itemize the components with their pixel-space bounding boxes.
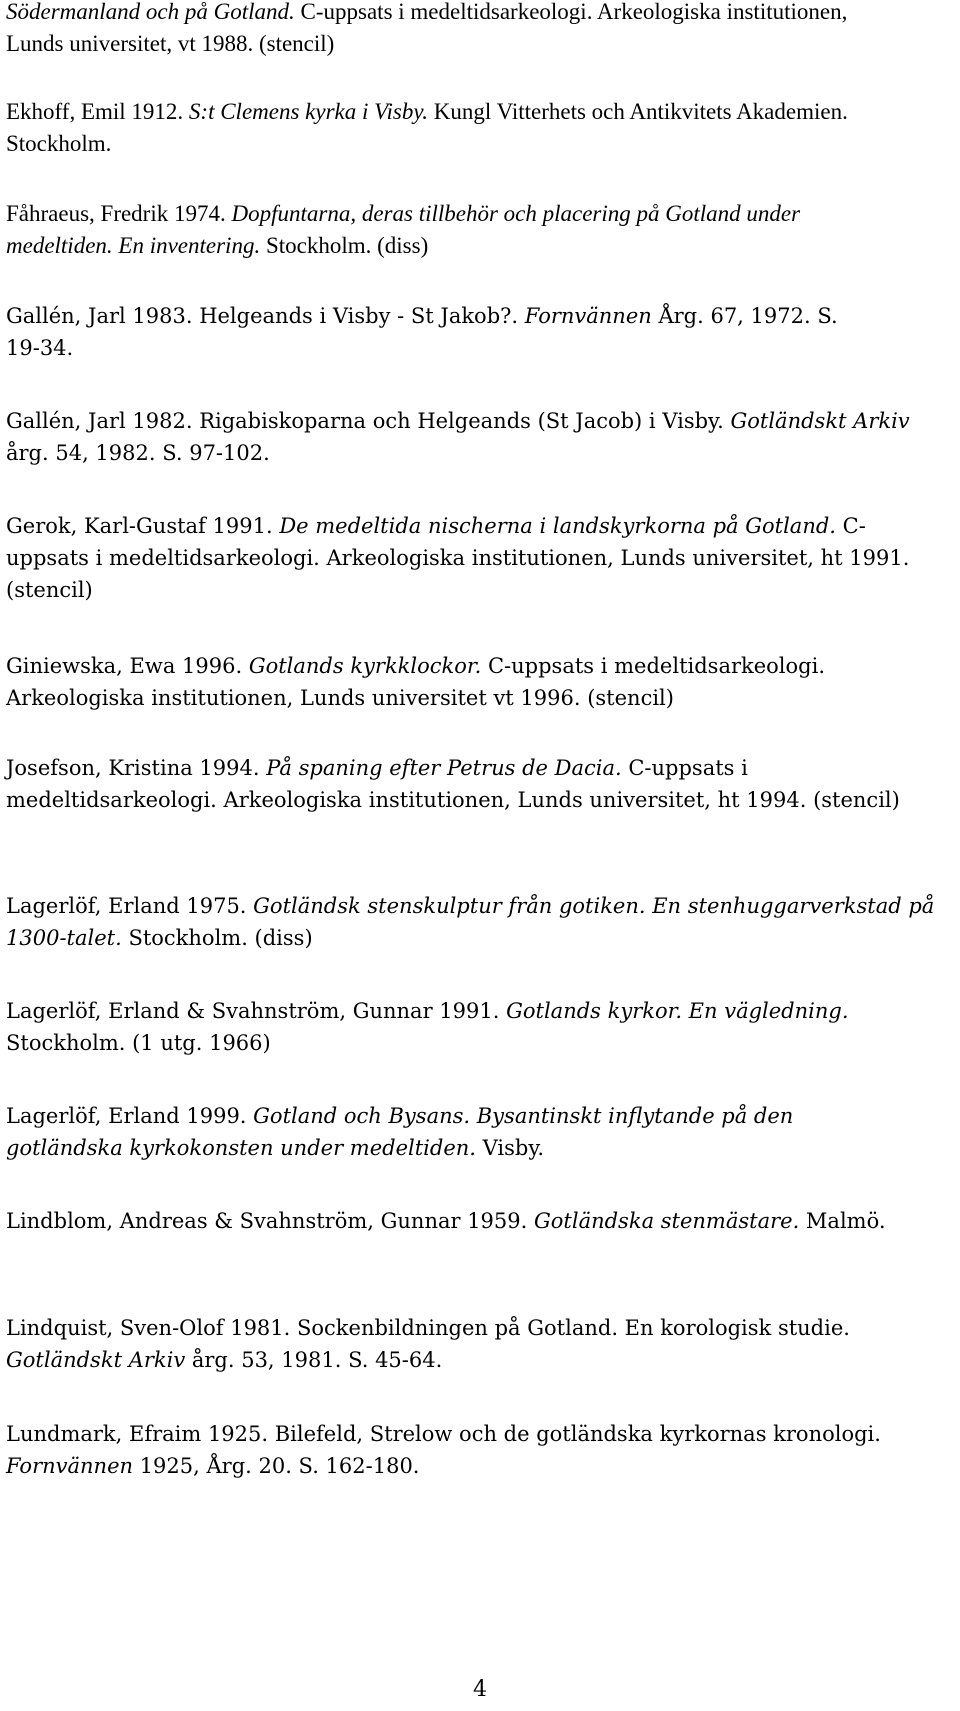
entry-text: Gerok, Karl-Gustaf 1991. [6, 514, 280, 538]
bibliography-entry [6, 1205, 911, 1237]
entry-text: C-uppsats i medeltidsarkeologi. Arkeologiska institutionen, Lunds universitet vt 1996. (stencil) [6, 654, 825, 710]
entry-title-text: Dopfuntarna, deras tillbehör och placering på Gotland under medeltiden. En inventering. [6, 201, 801, 258]
bibliography-entry [6, 300, 866, 364]
bibliography-entry [6, 1418, 886, 1482]
bibliography-entry [6, 510, 911, 606]
entry-text: Ekhoff, Emil 1912. [6, 99, 189, 124]
entry-title-text: Gotland och Bysans. Bysantinskt inflytande på den gotländska kyrkokonsten under medeltiden. [6, 1104, 794, 1160]
entry-title-text: Gotlands kyrkklockor. [248, 654, 482, 678]
entry-title-text: På spaning efter Petrus de Dacia. [266, 756, 622, 780]
entry-title-text: Gotlands kyrkor. En vägledning. [506, 999, 849, 1023]
bibliography-entry [6, 198, 886, 262]
entry-title-text: Gotländskt Arkiv [730, 409, 910, 433]
bibliography-entry [6, 1100, 886, 1164]
entry-text: Lagerlöf, Erland 1975. [6, 894, 254, 918]
entry-title-text: Gotländska stenmästare. [534, 1209, 800, 1233]
entry-title-text: Fornvännen [524, 304, 652, 328]
entry-title-text: S:t Clemens kyrka i Visby. [188, 99, 429, 124]
entry-text: C-uppsats i medeltidsarkeologi. Arkeologiska institutionen, Lunds universitet, ht 1991. (stencil) [6, 514, 910, 602]
entry-text: Lagerlöf, Erland & Svahnström, Gunnar 1991. [6, 999, 507, 1023]
bibliography-entry [6, 890, 941, 954]
entry-text: Gallén, Jarl 1982. Rigabiskoparna och Helgeands (St Jacob) i Visby. [6, 409, 731, 433]
page-number: 4 [473, 1677, 487, 1702]
entry-text: Visby. [475, 1136, 545, 1160]
entry-text: 1925, Årg. 20. S. 162-180. [133, 1454, 420, 1478]
bibliography-entry [6, 405, 911, 469]
entry-text: Gallén, Jarl 1983. Helgeands i Visby - St Jakob?. [6, 304, 525, 328]
bibliography-entry [6, 752, 911, 816]
entry-title-text: Gotländsk stenskulptur från gotiken. En stenhuggarverkstad på 1300-talet. [6, 894, 935, 950]
entry-text: Lundmark, Efraim 1925. Bilefeld, Strelow och de gotländska kyrkornas kronologi. [6, 1422, 881, 1446]
entry-text: Stockholm. (diss) [121, 926, 313, 950]
entry-text: Årg. 67, 1972. S. 19-34. [6, 304, 838, 360]
entry-text: årg. 54, 1982. S. 97-102. [6, 441, 270, 465]
bibliography-entry [6, 1312, 886, 1376]
entry-text: Giniewska, Ewa 1996. [6, 654, 249, 678]
entry-text: Fåhraeus, Fredrik 1974. [6, 201, 232, 226]
entry-text: Stockholm. (diss) [260, 233, 429, 258]
entry-text: C-uppsats i medeltidsarkeologi. Arkeologiska institutionen, Lunds universitet, ht 1994. (stencil) [6, 756, 900, 812]
entry-title-text: Södermanland och på Gotland. [6, 0, 295, 24]
bibliography-entry [6, 0, 906, 60]
entry-title-text: Gotländskt Arkiv [6, 1348, 186, 1372]
entry-text: Lagerlöf, Erland 1999. [6, 1104, 254, 1128]
bibliography-entry [6, 650, 886, 714]
entry-text: Josefson, Kristina 1994. [6, 756, 267, 780]
entry-text: Stockholm. (1 utg. 1966) [6, 1031, 271, 1055]
bibliography-entry [6, 96, 906, 160]
entry-text: årg. 53, 1981. S. 45-64. [185, 1348, 443, 1372]
entry-text: Lindquist, Sven-Olof 1981. Sockenbildningen på Gotland. En korologisk studie. [6, 1316, 850, 1340]
entry-text: Lindblom, Andreas & Svahnström, Gunnar 1959. [6, 1209, 534, 1233]
entry-text: Malmö. [799, 1209, 886, 1233]
entry-title-text: De medeltida nischerna i landskyrkorna på Gotland. [279, 514, 836, 538]
entry-text: Kungl Vitterhets och Antikvitets Akademien. Stockholm. [6, 99, 848, 156]
entry-text: C-uppsats i medeltidsarkeologi. Arkeologiska institutionen, Lunds universitet, vt 1988. (stencil) [6, 0, 848, 56]
entry-title-text: Fornvännen [6, 1454, 134, 1478]
bibliography-entry [6, 995, 941, 1059]
